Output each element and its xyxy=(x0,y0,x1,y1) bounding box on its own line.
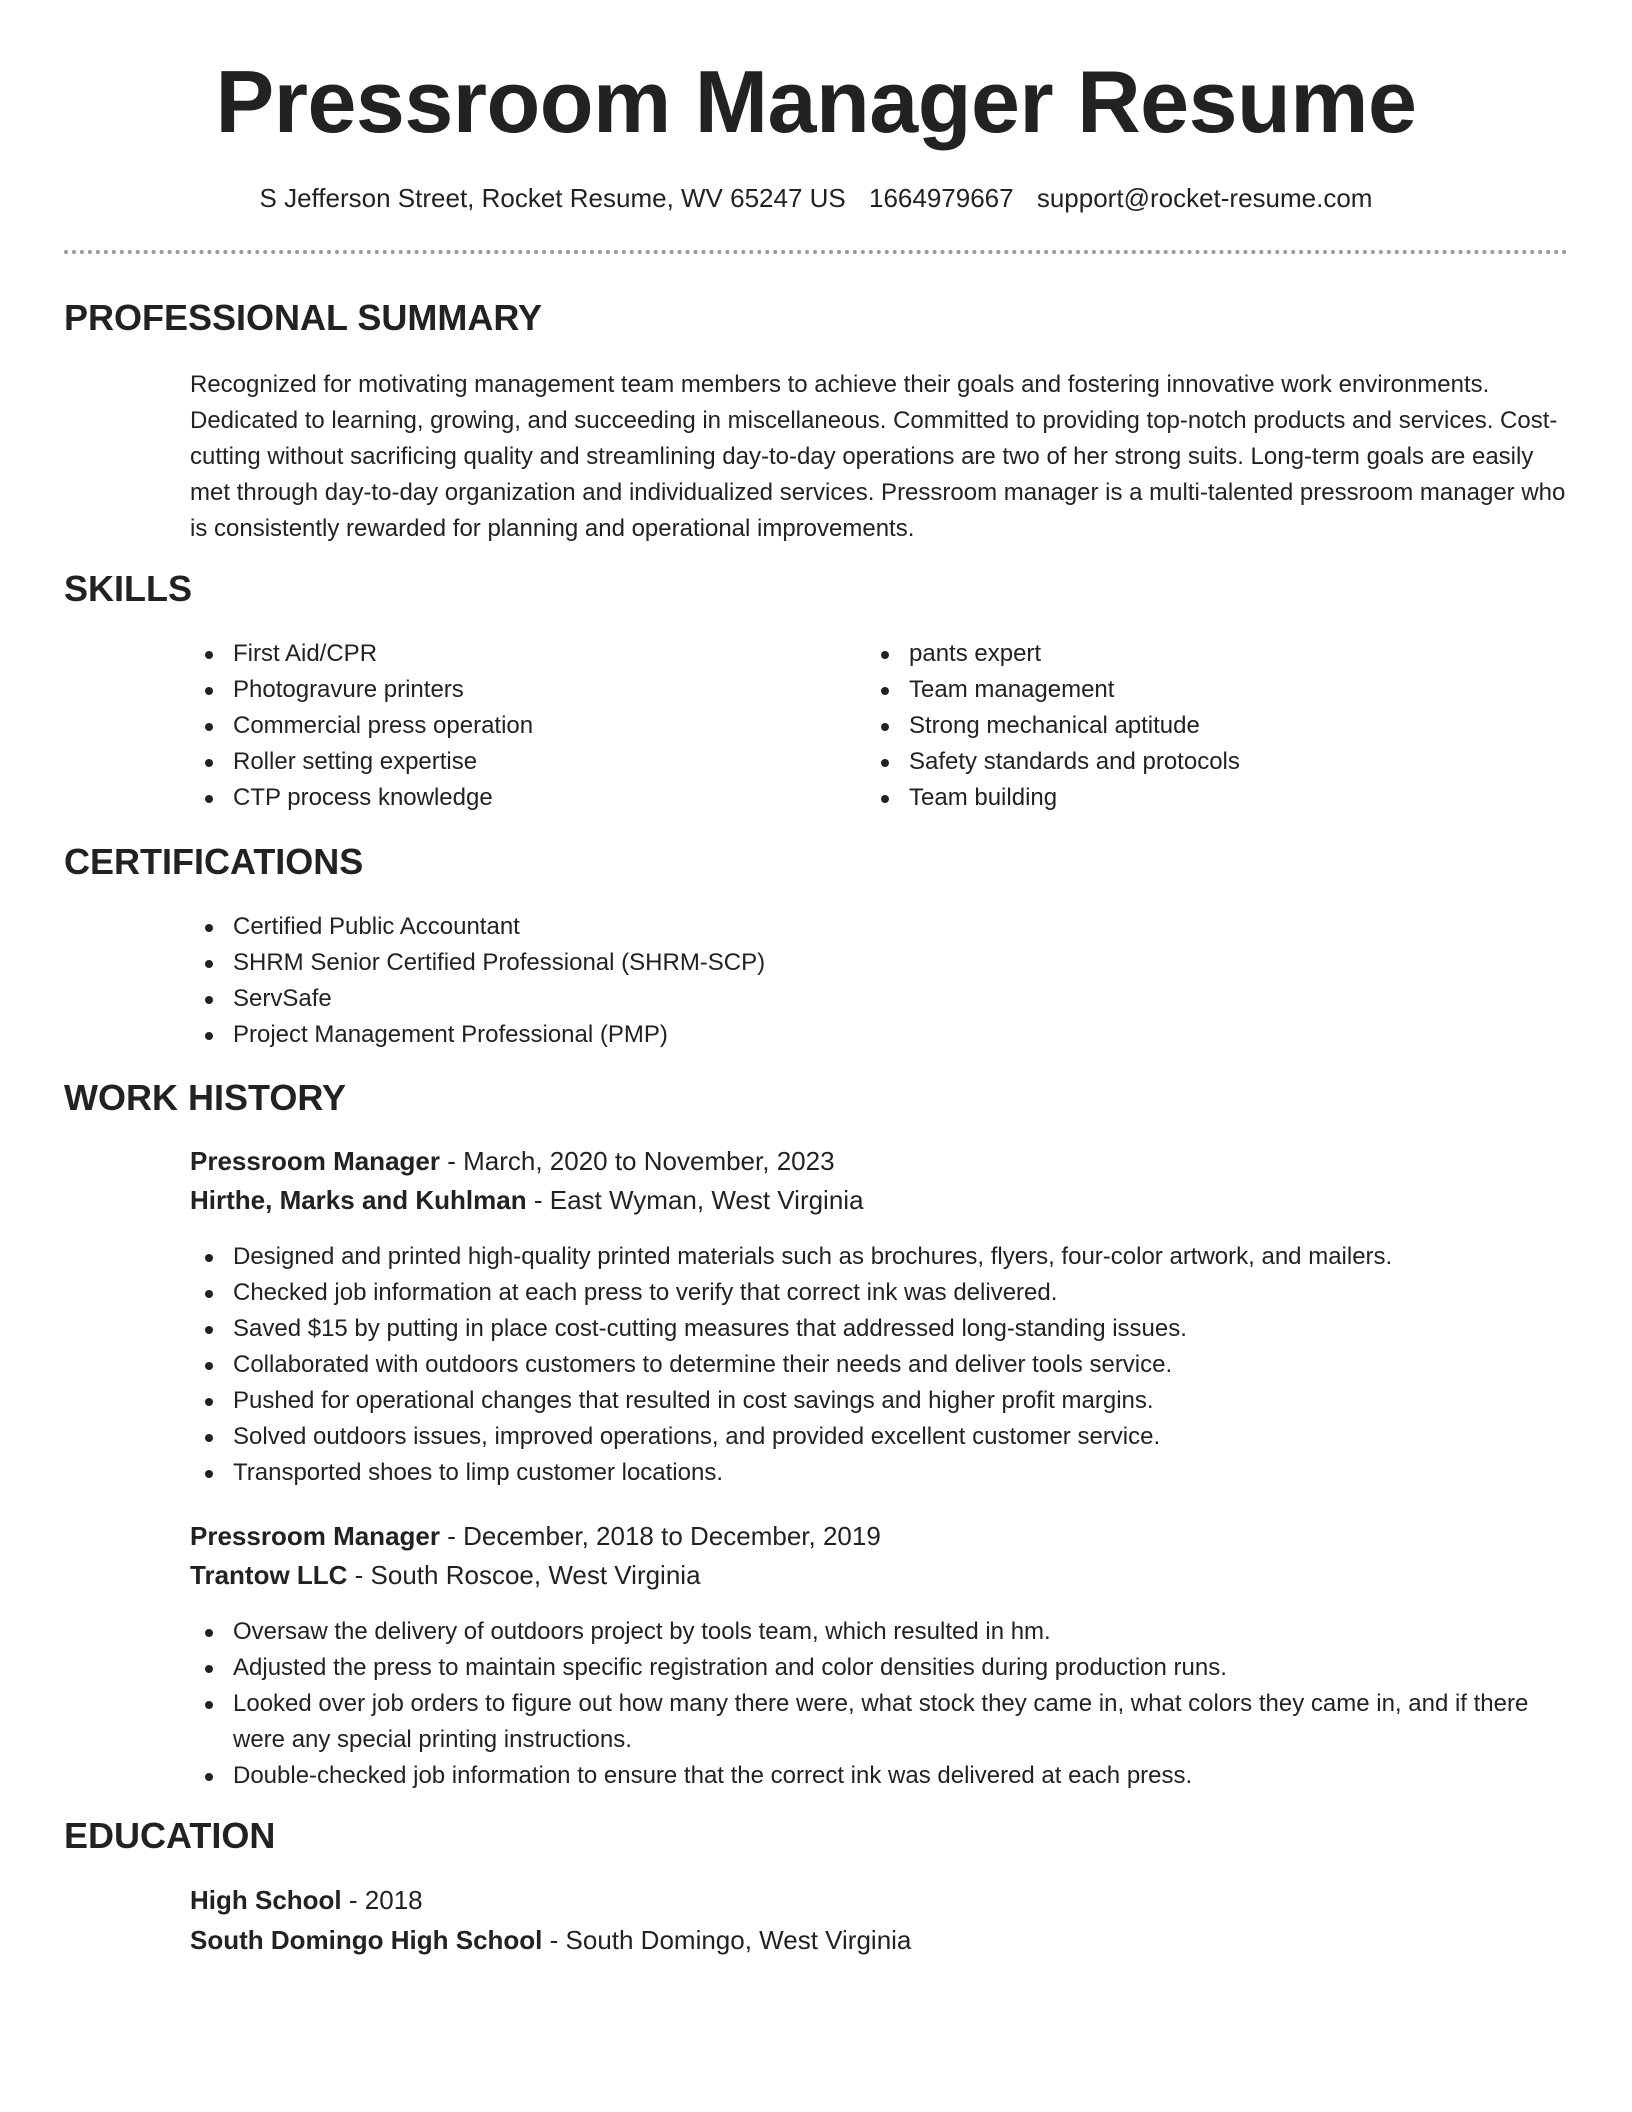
job-company: Trantow LLC xyxy=(190,1560,348,1590)
certifications-list xyxy=(190,909,1570,1053)
resume-title: Pressroom Manager Resume xyxy=(215,52,1417,151)
skills-column-left xyxy=(190,636,830,816)
header-divider xyxy=(64,250,1568,254)
list-item: Adjusted the press to maintain specific registration and color densities during production runs. xyxy=(190,1650,1530,1686)
job-1-title-line xyxy=(190,1143,835,1179)
list-item: Roller setting expertise xyxy=(190,744,830,780)
education-degree: High School xyxy=(190,1885,342,1915)
list-item: Saved $15 by putting in place cost-cutting measures that addressed long-standing issues. xyxy=(190,1311,1570,1347)
education-year: - 2018 xyxy=(341,1885,423,1915)
section-title-certifications: CERTIFICATIONS xyxy=(64,841,364,882)
list-item: Certified Public Accountant xyxy=(190,909,1570,945)
summary-text: Recognized for motivating management team members to achieve their goals and fostering innovative work environments. Dedicated to learning, growing, and succeeding in miscellaneous. Committed to providing top-notch products and services. Cost-cutting without sacrificing quality and streamlining day-to-day operations are two of her strong suits. Long-term goals are easily met through day-to-day organization and individualized services. Pressroom manager is a multi-talented pressroom manager who is consistently rewarded for planning and operational improvements. xyxy=(190,371,1566,542)
section-title-skills: SKILLS xyxy=(64,568,193,609)
job-title: Pressroom Manager xyxy=(190,1146,440,1176)
education-degree-line xyxy=(190,1882,423,1918)
list-item: Double-checked job information to ensure that the correct ink was delivered at each press. xyxy=(190,1758,1530,1794)
list-item: Collaborated with outdoors customers to determine their needs and deliver tools service. xyxy=(190,1347,1570,1383)
list-item: Oversaw the delivery of outdoors project by tools team, which resulted in hm. xyxy=(190,1614,1530,1650)
job-dates: - March, 2020 to November, 2023 xyxy=(439,1146,835,1176)
list-item: Looked over job orders to figure out how many there were, what stock they came in, what colors they came in, and if there were any special printing instructions. xyxy=(190,1686,1530,1758)
job-1-company-line xyxy=(190,1182,864,1218)
list-item: SHRM Senior Certified Professional (SHRM-SCP) xyxy=(190,945,1570,981)
skills-column-right xyxy=(866,636,1546,816)
list-item: Designed and printed high-quality printed materials such as brochures, flyers, four-color artwork, and mailers. xyxy=(190,1239,1570,1275)
list-item: Strong mechanical aptitude xyxy=(866,708,1546,744)
list-item: pants expert xyxy=(866,636,1546,672)
list-item: Team building xyxy=(866,780,1546,816)
section-title-work-history: WORK HISTORY xyxy=(64,1077,347,1118)
list-item: Safety standards and protocols xyxy=(866,744,1546,780)
list-item: Solved outdoors issues, improved operations, and provided excellent customer service. xyxy=(190,1419,1570,1455)
job-2-company-line xyxy=(190,1557,701,1593)
job-1-bullets xyxy=(190,1239,1570,1491)
list-item: ServSafe xyxy=(190,981,1570,1017)
contact-address: S Jefferson Street, Rocket Resume, WV 65247 US xyxy=(259,183,846,213)
job-location: - South Roscoe, West Virginia xyxy=(347,1560,701,1590)
section-title-summary: PROFESSIONAL SUMMARY xyxy=(64,297,543,338)
list-item: Pushed for operational changes that resulted in cost savings and higher profit margins. xyxy=(190,1383,1570,1419)
contact-email: support@rocket-resume.com xyxy=(1036,183,1373,213)
list-item: Photogravure printers xyxy=(190,672,830,708)
list-item: First Aid/CPR xyxy=(190,636,830,672)
section-title-education: EDUCATION xyxy=(64,1815,276,1856)
list-item: Transported shoes to limp customer locations. xyxy=(190,1455,1570,1491)
job-2-bullets xyxy=(190,1614,1530,1794)
contact-phone: 1664979667 xyxy=(869,183,1014,213)
education-location: - South Domingo, West Virginia xyxy=(542,1925,912,1955)
job-location: - East Wyman, West Virginia xyxy=(526,1185,864,1215)
list-item: CTP process knowledge xyxy=(190,780,830,816)
list-item: Commercial press operation xyxy=(190,708,830,744)
job-dates: - December, 2018 to December, 2019 xyxy=(439,1521,881,1551)
list-item: Team management xyxy=(866,672,1546,708)
list-item: Checked job information at each press to verify that correct ink was delivered. xyxy=(190,1275,1570,1311)
job-company: Hirthe, Marks and Kuhlman xyxy=(190,1185,527,1215)
job-2-title-line xyxy=(190,1518,881,1554)
job-title: Pressroom Manager xyxy=(190,1521,440,1551)
list-item: Project Management Professional (PMP) xyxy=(190,1017,1570,1053)
contact-line xyxy=(0,180,1632,216)
education-school-line xyxy=(190,1922,911,1958)
education-school: South Domingo High School xyxy=(190,1925,543,1955)
